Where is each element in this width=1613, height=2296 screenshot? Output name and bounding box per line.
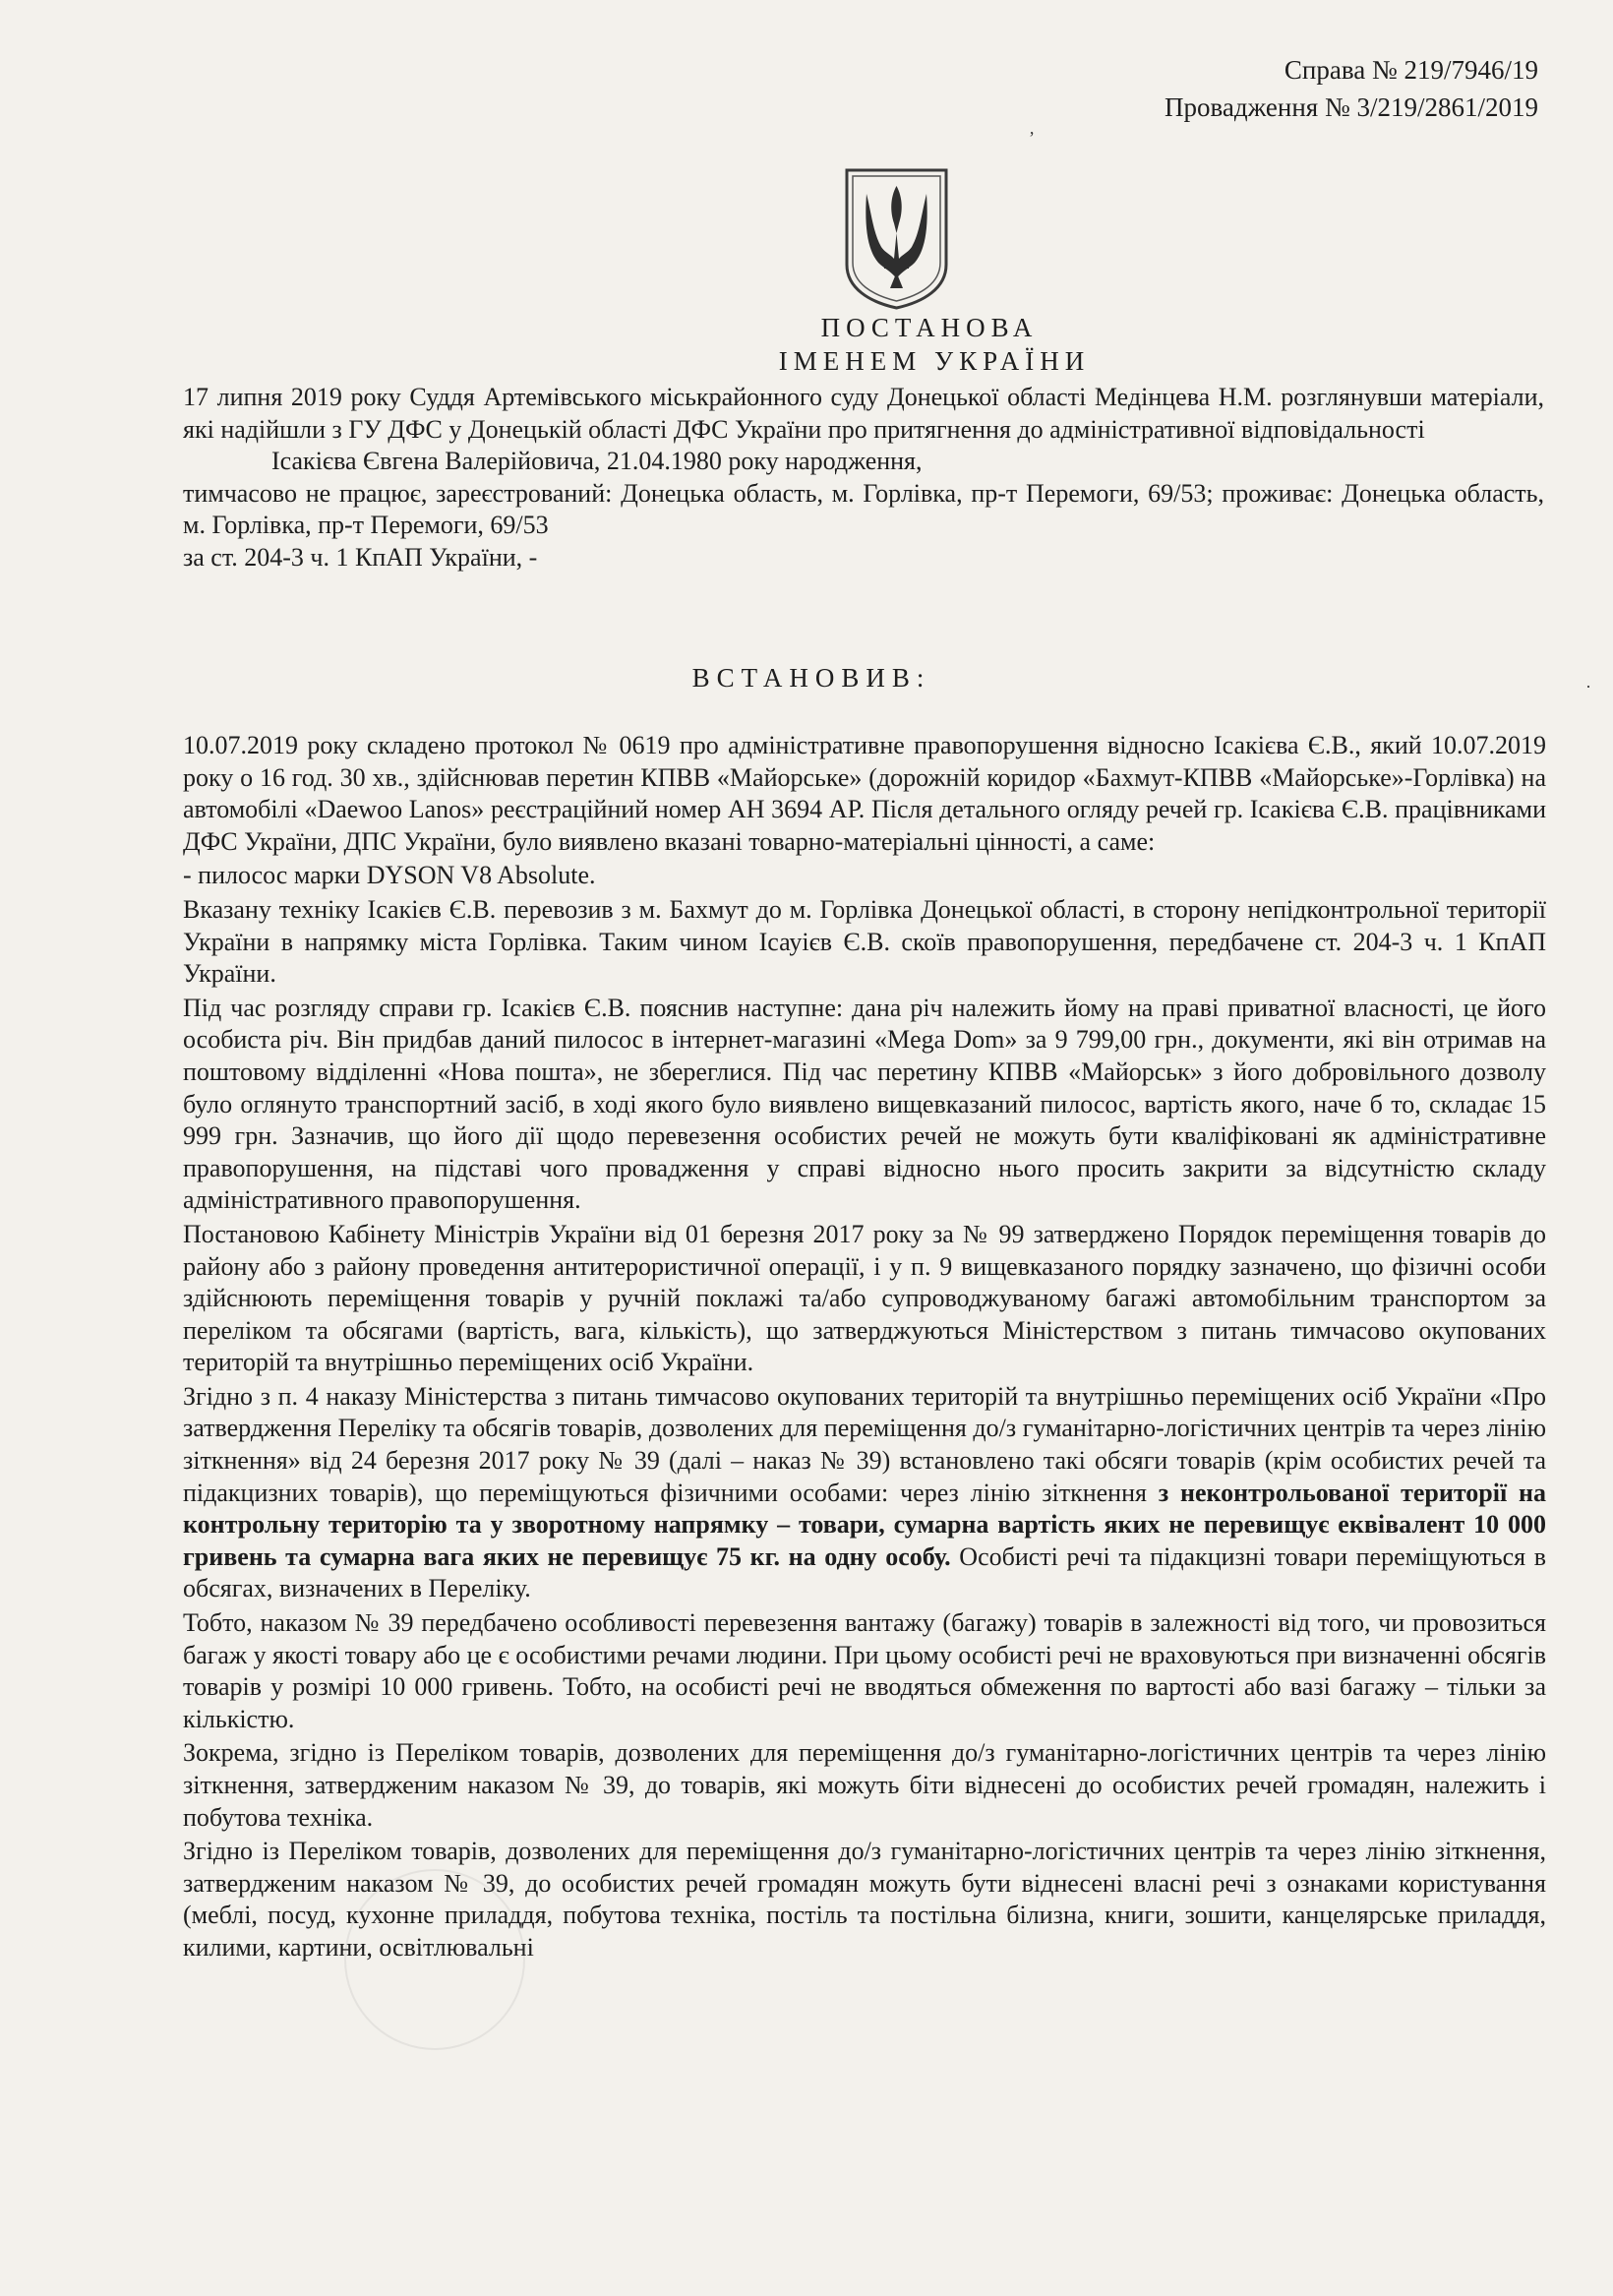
defendant-address: тимчасово не працює, зареєстрований: Донецька область, м. Горлівка, пр-т Перемоги, 69/53; проживає: Донецька область, м. Горлівка, пр-т Перемоги, 69/53	[183, 478, 1544, 539]
paragraph: Постановою Кабінету Міністрів України від 01 березня 2017 року за № 99 затверджено Порядок переміщення товарів до району або з району проведення антитерористичної операції, і у п. 9 вищевказаного порядку зазначено, що фізичні особи здійснюють переміщення товарів у ручній поклажі та/або супроводжуваному багажі автомобільним транспортом за переліком та обсягами (вартість, вага, кількість), що затверджуються Міністерством з питань тимчасово окупованих територій та внутрішньо переміщених осіб України.	[183, 1219, 1546, 1377]
paragraph	[183, 1381, 1546, 1605]
bold-text: з неконтрольованої території на контрольну територію та у зворотному напрямку – товари, сумарна вартість яких не перевищує еквівалент 10 000 гривень та сумарна вага яких не перевищує 75 кг. на одну особу.	[183, 1478, 1547, 1571]
proceeding-number: Провадження № 3/219/2861/2019	[1165, 92, 1538, 122]
main-text	[183, 730, 1546, 1966]
charge-article: за ст. 204-3 ч. 1 КпАП України, -	[183, 542, 538, 572]
paragraph: 10.07.2019 року складено протокол № 0619 про адміністративне правопорушення відносно Ісакієва Є.В., який 10.07.2019 року о 16 год. 30 хв., здійснював перетин КПВВ «Майорське» (дорожній коридор «Бахмут-КПВВ «Майорське»-Горлівка) на автомобілі «Daewoo Lanos» реєстраційний номер АН 3694 АР. Після детального огляду речей гр. Ісакієва Є.В. працівниками ДФС України, ДПС України, було виявлено вказані товарно-матеріальні цінності, а саме:	[183, 731, 1546, 856]
intro-paragraph: 17 липня 2019 року Суддя Артемівського міськрайонного суду Донецької області Медінцева Н.М. розглянувши матеріали, які надійшли з ГУ ДФС у Донецькій області ДФС України про притягнення до адміністративної відповідальності	[183, 383, 1544, 444]
paragraph: Під час розгляду справи гр. Ісакієв Є.В. пояснив наступне: дана річ належить йому на праві приватної власності, це його особиста річ. Він придбав даний пилосос в інтернет-магазині «Mega Dom» за 9 799,00 грн., документи, які він отримав на поштовому відділенні «Нова пошта», не збереглися. Під час перетину КПВВ «Майорськ» з його добровільного дозволу було оглянуто транспортний засіб, в ході якого було виявлено вищевказаний пилосос, вартість якого, наче б то, складає 15 999 грн. Зазначив, що його дії щодо перевезення особистих речей не можуть бути кваліфіковані як адміністративне правопорушення, на підставі чого провадження у справі відносно нього просить закрити за відсутністю складу адміністративного правопорушення.	[183, 993, 1546, 1215]
paragraph: - пилосос марки DYSON V8 Absolute.	[183, 861, 596, 890]
scan-speck: ʼ	[1029, 128, 1035, 148]
paragraph-text: Згідно з п. 4 наказу Міністерства з питань тимчасово окупованих територій та внутрішньо переміщених осіб України «Про затвердження Переліку та обсягів товарів, дозволених для переміщення до/з гуманітарно-логістичних центрів та через лінію зіткнення» від 24 березня 2017 року № 39 (далі – наказ № 39) встановлено такі обсяги товарів (крім особистих речей та підакцизних товарів), що переміщуються фізичними особами: через лінію зіткнення	[183, 1381, 1546, 1507]
paragraph: Зокрема, згідно із Переліком товарів, дозволених для переміщення до/з гуманітарно-логістичних центрів та через лінію зіткнення, затвердженим наказом № 39, до товарів, які можуть біти віднесені до особистих речей громадян, належить і побутова техніка.	[183, 1738, 1546, 1832]
paragraph: Згідно із Переліком товарів, дозволених для переміщення до/з гуманітарно-логістичних центрів та через лінію зіткнення, затвердженим наказом № 39, до особистих речей громадян можуть бути віднесені власні речі з ознаками користування (меблі, посуд, кухонне приладдя, побутова техніка, постіль та постільна білизна, книги, зошити, канцелярське приладдя, килими, картини, освітлювальні	[183, 1837, 1546, 1962]
intro-section	[183, 382, 1544, 574]
paragraph: Вказану техніку Ісакієв Є.В. перевозив з м. Бахмут до м. Горлівка Донецької області, в сторону непідконтрольної території України в напрямку міста Горлівка. Таким чином Ісауієв Є.В. скоїв правопорушення, передбачене ст. 204-3 ч. 1 КпАП України.	[183, 894, 1546, 989]
document-title: ПОСТАНОВА	[820, 313, 1039, 342]
case-reference	[1165, 51, 1538, 126]
defendant-name: Ісакієва Євгена Валерійовича, 21.04.1980 року народження,	[271, 447, 923, 475]
established-heading: ВСТАНОВИВ:	[691, 663, 931, 693]
paragraph-text: Особисті речі та підакцизні товари переміщуються в обсягах, визначених в Переліку.	[183, 1541, 1547, 1603]
coat-of-arms-icon	[839, 164, 954, 312]
case-number: Справа № 219/7946/19	[1284, 55, 1538, 85]
paragraph: Тобто, наказом № 39 передбачено особливості перевезення вантажу (багажу) товарів в залежності від того, чи провозиться багаж у якості товару або це є особистими речами людини. При цьому особисті речі не враховуються при визначенні обсягів товарів у розмірі 10 000 гривень. Тобто, на особисті речі не вводяться обмеження по вартості або вазі багажу – тільки за кількістю.	[183, 1608, 1546, 1733]
faint-stamp	[344, 1869, 525, 2050]
scan-speck: ·	[1585, 677, 1591, 696]
in-name-of-ukraine: ІМЕНЕМ УКРАЇНИ	[778, 346, 1091, 376]
